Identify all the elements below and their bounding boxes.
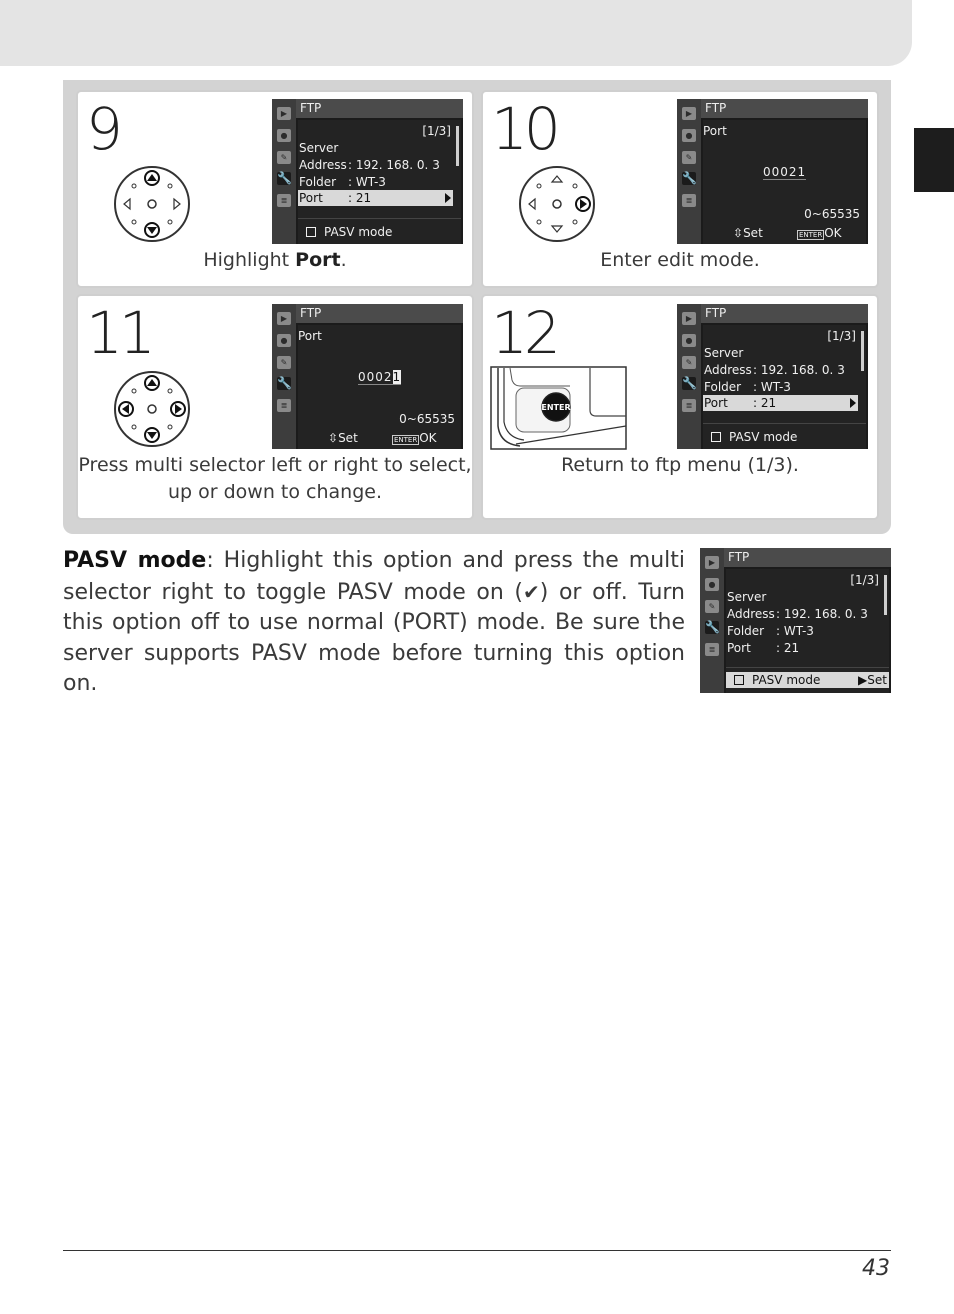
port-label: Port	[299, 191, 323, 205]
server-label: Server	[299, 141, 339, 155]
camera-lcd-ftp-menu	[272, 99, 463, 244]
folder-label: Folder	[704, 380, 742, 394]
arrow-right-icon	[850, 398, 856, 408]
list-icon: ≣	[277, 194, 291, 207]
step-number: 11	[86, 299, 152, 367]
set-right-hint: ▶Set	[858, 673, 887, 687]
playback-icon: ▶	[277, 107, 291, 120]
shooting-icon: ●	[682, 334, 696, 347]
step-number: 9	[86, 95, 119, 163]
shooting-icon: ●	[277, 334, 291, 347]
address-value: : 192. 168. 0. 3	[753, 363, 845, 377]
page-indicator: [1/3]	[422, 124, 451, 138]
folder-label: Folder	[299, 175, 337, 189]
server-label: Server	[704, 346, 744, 360]
pencil-icon: ✎	[705, 600, 719, 613]
address-label: Address	[299, 158, 347, 172]
lcd-title: FTP	[296, 99, 463, 118]
playback-icon: ▶	[682, 107, 696, 120]
wrench-icon: 🔧	[705, 620, 720, 634]
address-value: : 192. 168. 0. 3	[348, 158, 440, 172]
set-hint: ⇳Set	[733, 226, 763, 240]
playback-icon: ▶	[682, 312, 696, 325]
address-value: : 192. 168. 0. 3	[776, 607, 868, 621]
port-value: : 21	[776, 641, 800, 655]
folder-value: : WT-3	[753, 380, 791, 394]
arrow-right-icon	[445, 193, 451, 203]
port-row-highlighted[interactable]	[703, 395, 858, 411]
page-number: 43	[862, 1256, 890, 1281]
checkbox-icon	[734, 675, 744, 685]
address-label: Address	[704, 363, 752, 377]
pencil-icon: ✎	[682, 151, 696, 164]
port-label: Port	[727, 641, 751, 655]
port-row-highlighted[interactable]	[298, 190, 453, 206]
list-icon: ≣	[682, 194, 696, 207]
wrench-icon: 🔧	[682, 171, 697, 185]
enter-button-label: ENTER	[541, 403, 571, 412]
page-indicator: [1/3]	[850, 573, 879, 587]
multi-selector-four-way-icon	[113, 370, 191, 448]
shooting-icon: ●	[705, 578, 719, 591]
lcd-title: FTP	[701, 99, 868, 118]
checkbox-icon	[306, 227, 316, 237]
chapter-thumb-tab	[914, 128, 954, 192]
wrench-icon: 🔧	[277, 171, 292, 185]
list-icon: ≣	[277, 399, 291, 412]
pencil-icon: ✎	[277, 356, 291, 369]
pasv-option[interactable]: PASV mode	[711, 429, 797, 445]
checkmark-icon: ✔	[523, 579, 540, 604]
header-band	[0, 0, 912, 66]
port-edit-title: Port	[703, 124, 727, 138]
folder-value: : WT-3	[776, 624, 814, 638]
step-caption: Return to ftp menu (1/3).	[561, 454, 799, 476]
pasv-mode-term: PASV mode	[63, 548, 207, 573]
camera-lcd-port-edit	[677, 99, 868, 244]
pencil-icon: ✎	[682, 356, 696, 369]
camera-enter-button-illustration	[490, 366, 627, 450]
playback-icon: ▶	[277, 312, 291, 325]
port-digits[interactable]: 00021	[763, 165, 807, 179]
camera-lcd-port-change	[272, 304, 463, 449]
pasv-row-highlighted[interactable]: PASV mode ▶Set	[726, 672, 889, 688]
step-number: 12	[491, 299, 557, 367]
set-hint: ⇳Set	[328, 431, 358, 445]
folder-label: Folder	[727, 624, 765, 638]
wrench-icon: 🔧	[277, 376, 292, 390]
shooting-icon: ●	[277, 129, 291, 142]
port-value: : 21	[753, 396, 777, 410]
port-label: Port	[704, 396, 728, 410]
address-label: Address	[727, 607, 775, 621]
server-label: Server	[727, 590, 767, 604]
port-range: 0~65535	[804, 207, 860, 221]
shooting-icon: ●	[682, 129, 696, 142]
port-value: : 21	[348, 191, 372, 205]
multi-selector-right-icon	[518, 165, 596, 243]
folder-value: : WT-3	[348, 175, 386, 189]
multi-selector-up-down-icon	[113, 165, 191, 243]
lcd-title: FTP	[701, 304, 868, 323]
camera-lcd-ftp-menu-return	[677, 304, 868, 449]
ok-hint: ENTER OK	[799, 226, 842, 240]
port-edit-title: Port	[298, 329, 322, 343]
list-icon: ≣	[705, 643, 719, 656]
checkbox-icon	[711, 432, 721, 442]
step-number: 10	[491, 95, 557, 163]
playback-icon: ▶	[705, 556, 719, 569]
step-caption: Highlight Port.	[203, 249, 347, 271]
port-digits[interactable]: 00021	[358, 370, 402, 384]
pasv-mode-paragraph: PASV mode: Highlight this option and press the multi selector right to toggle PASV mode on (✔) or off. Turn this option off to use normal (PORT) mode. Be sure the server supports PASV mode before turning this option on.	[63, 548, 685, 696]
step-caption: Enter edit mode.	[600, 249, 760, 271]
step-caption: Press multi selector left or right to select, up or down to change.	[78, 454, 472, 503]
list-icon: ≣	[682, 399, 696, 412]
port-range: 0~65535	[399, 412, 455, 426]
camera-lcd-pasv-highlight	[700, 548, 891, 693]
page-indicator: [1/3]	[827, 329, 856, 343]
ok-hint: ENTER OK	[394, 431, 437, 445]
lcd-title: FTP	[724, 548, 891, 567]
wrench-icon: 🔧	[682, 376, 697, 390]
pasv-option[interactable]: PASV mode	[306, 224, 392, 240]
pencil-icon: ✎	[277, 151, 291, 164]
lcd-title: FTP	[296, 304, 463, 323]
footer-rule	[63, 1250, 891, 1251]
